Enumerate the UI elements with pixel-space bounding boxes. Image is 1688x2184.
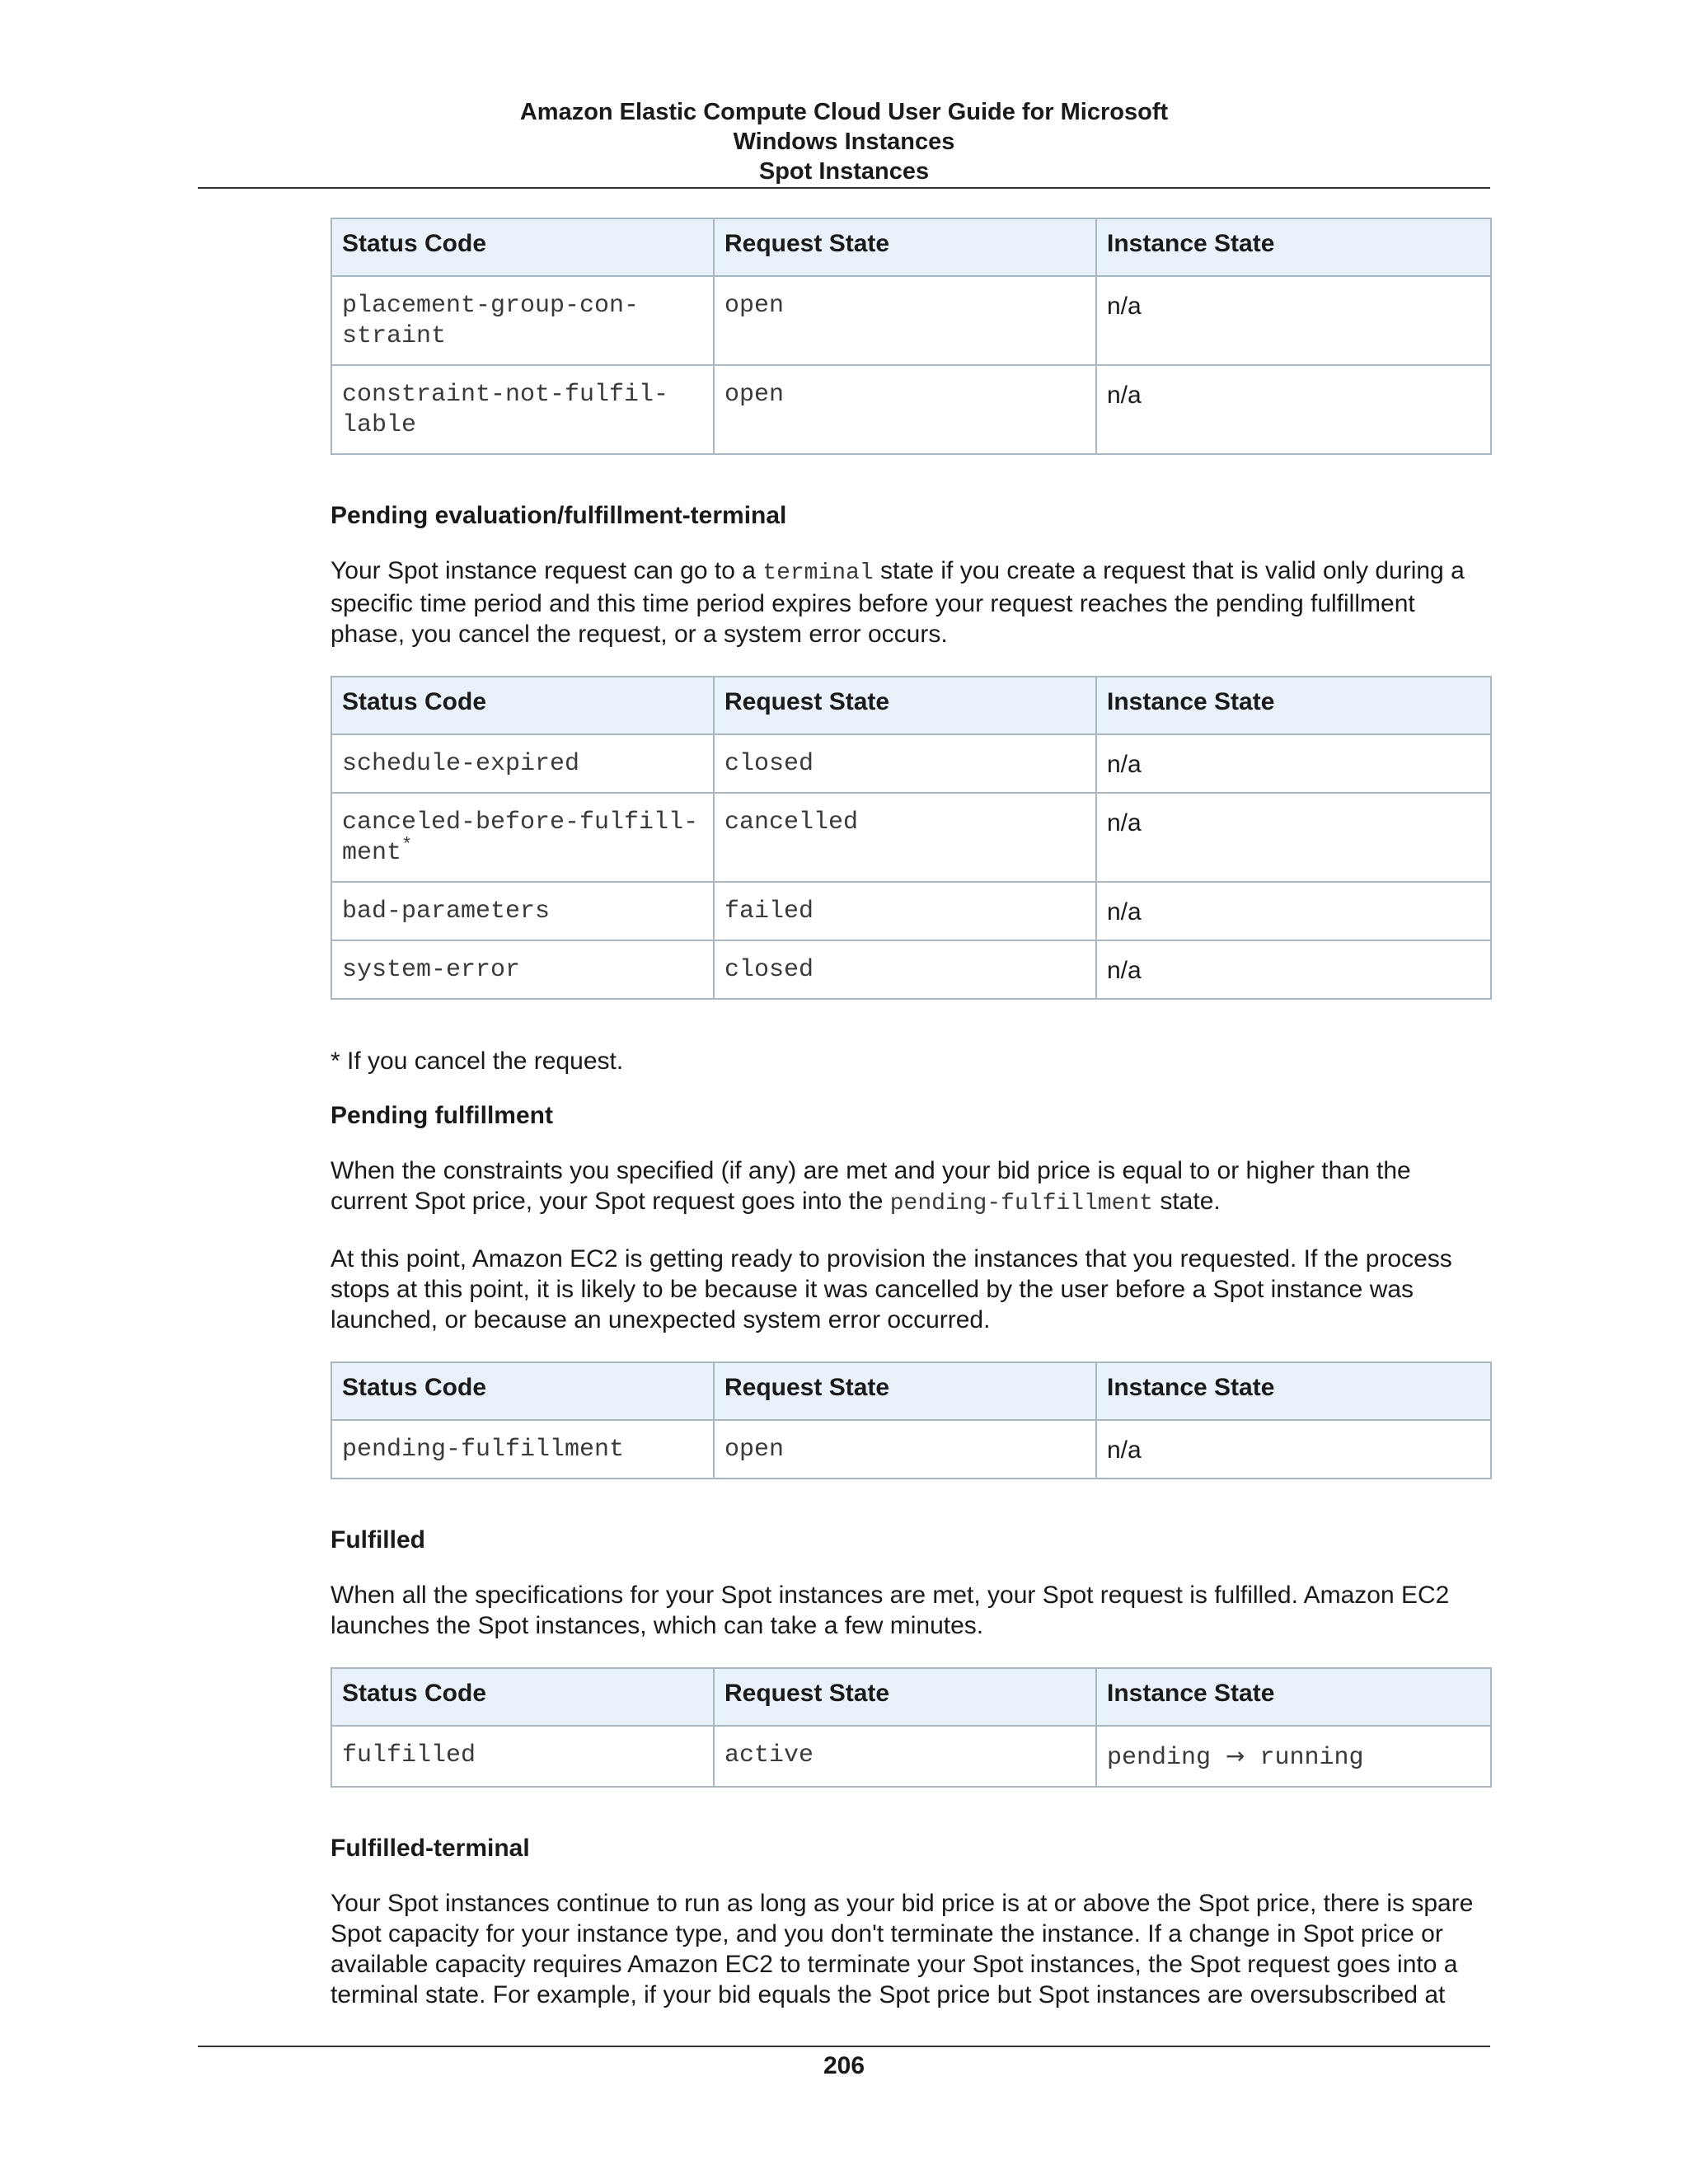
header-request-state: Request State [714,677,1096,734]
page-header [0,97,1688,186]
table-row [331,365,1491,454]
header-line-1: Amazon Elastic Compute Cloud User Guide for Microsoft [519,99,1169,125]
text-run: state. [1153,1188,1221,1215]
request-state-cell: closed [714,940,1096,999]
header-status-code: Status Code [331,1362,714,1420]
footer-rule [198,2046,1490,2047]
fulfilled-terminal-description: Your Spot instances continue to run as long as your bid price is at or above the Spot price, there is spare Spot capacity for your instance type, and you don't terminate the instance. If a change in Spot price or available capacity requires Amazon EC2 to terminate your Spot instances, the Spot request goes into a terminal state. For example, if your bid equals the Spot price but Spot instances are oversubscribed at [331,1890,1474,2008]
status-code-line: straint [342,322,447,350]
table-header-row [331,1668,1491,1726]
status-code-line: canceled-before-fulfill- [342,808,699,837]
table-header-row [331,218,1491,276]
table-row [331,882,1491,940]
section-heading-pending: Pending fulfillment [331,1102,553,1129]
section-heading-terminal: Pending evaluation/fulfillment-terminal [331,502,787,529]
fulfilled-description: When all the specifications for your Spot instances are met, your Spot request is fulfilled. Amazon EC2 launches the Spot instances, which can take a few minutes. [331,1582,1450,1639]
status-code-cell: fulfilled [331,1726,714,1787]
table-row [331,734,1491,793]
status-table-terminal [331,676,1492,1000]
header-line-3: Spot Instances [758,158,930,185]
table-row [331,940,1491,999]
header-status-code: Status Code [331,218,714,276]
table-row [331,1726,1491,1787]
instance-state-cell: n/a [1096,734,1491,793]
header-status-code: Status Code [331,1668,714,1726]
status-code-cell [331,276,714,365]
section-heading-fulfilled: Fulfilled [331,1526,425,1554]
footnote-text: * If you cancel the request. [331,1047,624,1075]
status-code-cell: schedule-expired [331,734,714,793]
table-row [331,276,1491,365]
instance-state-cell [1096,1726,1491,1787]
header-instance-state: Instance State [1096,677,1491,734]
page-number: 206 [823,2052,865,2079]
terminal-description [331,555,1490,649]
inline-code: pending-fulfillment [889,1191,1153,1216]
table-row [331,1420,1491,1479]
inline-code: terminal [762,560,874,586]
instance-state-cell: n/a [1096,940,1491,999]
request-state-cell: active [714,1726,1096,1787]
instance-state-cell: n/a [1096,365,1491,454]
status-code-cell [331,793,714,882]
instance-state-cell: n/a [1096,882,1491,940]
text-run: Your Spot instance request can go to a [331,557,763,584]
header-rule [198,187,1490,189]
status-code-cell: pending-fulfillment [331,1420,714,1479]
status-table-pending [331,1361,1492,1479]
header-instance-state: Instance State [1096,1668,1491,1726]
header-instance-state: Instance State [1096,1362,1491,1420]
instance-state-cell: n/a [1096,1420,1491,1479]
footnote-marker: * [401,835,413,855]
header-line-2: Windows Instances [733,129,955,155]
table-row [331,793,1491,882]
request-state-cell: cancelled [714,793,1096,882]
request-state-cell: open [714,276,1096,365]
status-code-line: placement-group-con- [342,292,640,320]
text-run: state if you create a request that is valid only during a specific time period and this time period expires before your request reaches the pending fulfillment phase, you cancel the request, or a system error occurs. [331,557,1465,648]
instance-state-from: pending [1107,1744,1212,1772]
right-arrow-icon: → [1226,1742,1245,1769]
instance-state-to: running [1259,1744,1364,1772]
header-request-state: Request State [714,218,1096,276]
request-state-cell: failed [714,882,1096,940]
pending-detail: At this point, Amazon EC2 is getting ready to provision the instances that you requested. If the process stops at this point, it is likely to be because it was cancelled by the user before a Spot instance was launched, or because an unexpected system error occurred. [331,1245,1452,1333]
status-table-constraints [331,218,1492,455]
status-code-cell [331,365,714,454]
header-status-code: Status Code [331,677,714,734]
request-state-cell: open [714,365,1096,454]
header-request-state: Request State [714,1362,1096,1420]
status-code-line: lable [342,411,417,439]
status-table-fulfilled [331,1667,1492,1788]
page-content [331,218,1490,2010]
text-run: When the constraints you specified (if any) are met and your bid price is equal to or higher than the current Spot price, your Spot request goes into the [331,1157,1411,1215]
request-state-cell: open [714,1420,1096,1479]
status-code-cell: bad-parameters [331,882,714,940]
table-header-row [331,677,1491,734]
header-request-state: Request State [714,1668,1096,1726]
pending-description [331,1155,1490,1219]
request-state-cell: closed [714,734,1096,793]
status-code-cell: system-error [331,940,714,999]
status-code-line: ment [342,839,402,867]
section-heading-fulfilled-terminal: Fulfilled-terminal [331,1835,530,1862]
instance-state-cell: n/a [1096,793,1491,882]
table-header-row [331,1362,1491,1420]
status-code-line: constraint-not-fulfil- [342,381,669,409]
instance-state-cell: n/a [1096,276,1491,365]
header-instance-state: Instance State [1096,218,1491,276]
